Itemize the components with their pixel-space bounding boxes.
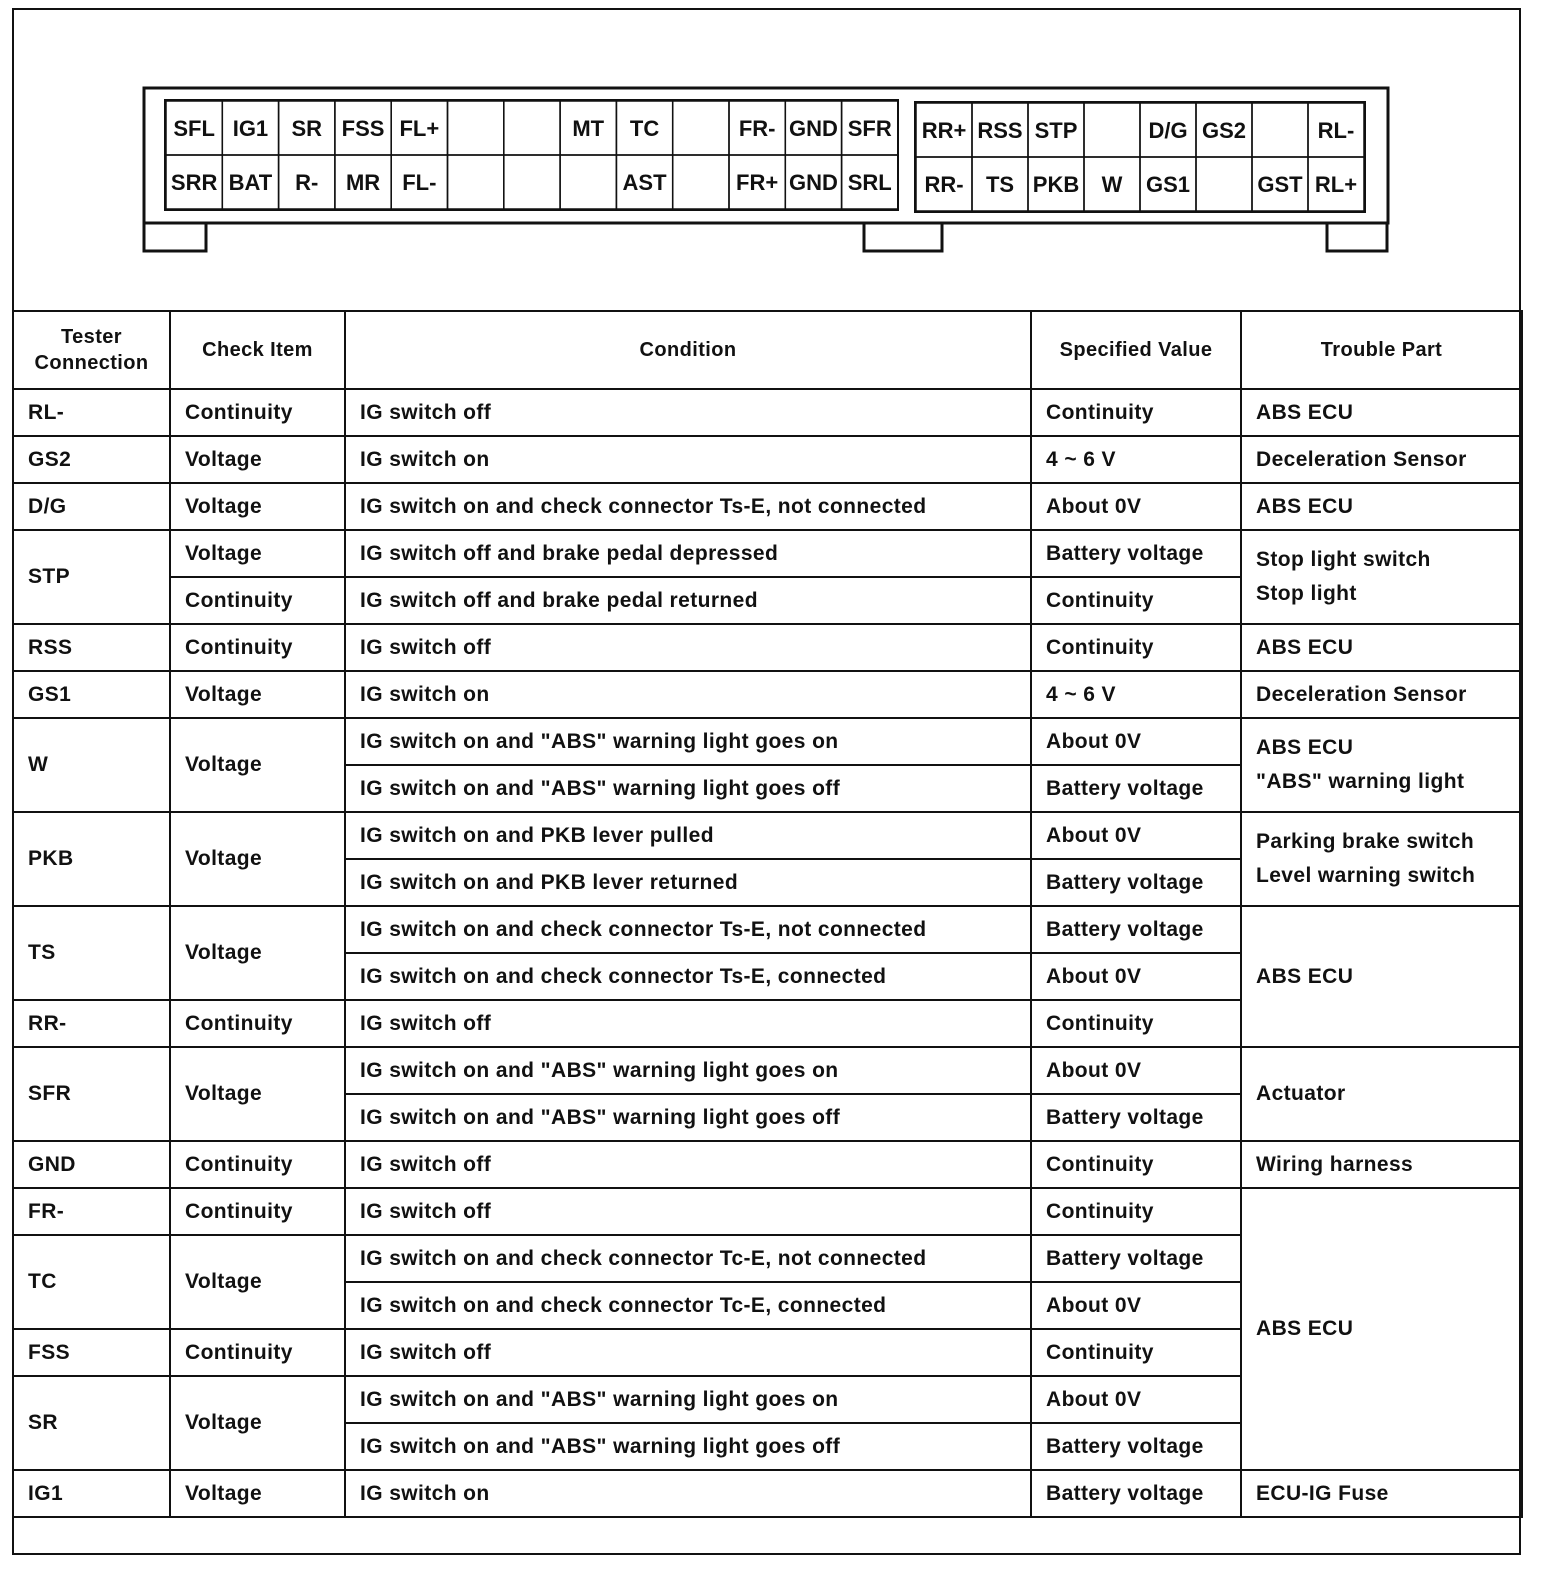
left-pin-grid [166,101,898,209]
specified-value-cell: Continuity [1031,577,1241,624]
check-item-cell: Continuity [170,1141,345,1188]
pin-cell [1252,103,1308,157]
pin-label: FR+ [736,170,779,195]
right-pin-grid [916,103,1364,211]
check-item-cell: Continuity [170,624,345,671]
pin-label: MT [572,116,605,141]
pin-label: GS1 [1145,172,1191,197]
condition-cell: IG switch off and brake pedal returned [345,577,1031,624]
trouble-part-cell: Actuator [1241,1047,1522,1141]
check-item-cell: Continuity [170,1188,345,1235]
header-specified-value: Specified Value [1031,311,1241,389]
specified-value-cell: 4 ~ 6 V [1031,671,1241,718]
table-row [13,1470,1522,1517]
check-item-cell: Voltage [170,1470,345,1517]
tester-connection-cell: TC [13,1235,170,1329]
pin-label: GND [789,116,838,141]
table-row [13,389,1522,436]
pin-cell [1084,103,1140,157]
check-item-cell: Voltage [170,1235,345,1329]
tester-connection-cell: RR- [13,1000,170,1047]
pin-label: FL+ [399,116,440,141]
tester-connection-cell: W [13,718,170,812]
pin-cell [673,101,729,155]
tester-connection-cell: STP [13,530,170,624]
header-trouble-part: Trouble Part [1241,311,1522,389]
header-condition: Condition [345,311,1031,389]
trouble-part-cell: ABS ECU "ABS" warning light [1241,718,1522,812]
condition-cell: IG switch on and check connector Ts-E, connected [345,953,1031,1000]
table-row [13,812,1522,859]
condition-cell: IG switch off and brake pedal depressed [345,530,1031,577]
condition-cell: IG switch on and check connector Tc-E, connected [345,1282,1031,1329]
condition-cell: IG switch on and "ABS" warning light goes on [345,1376,1031,1423]
pin-label: SRR [170,170,218,195]
table-row [13,530,1522,577]
header-check-item: Check Item [170,311,345,389]
trouble-part-cell: Parking brake switch Level warning switch [1241,812,1522,906]
connector-latch-right [1327,223,1387,251]
check-item-cell: Voltage [170,718,345,812]
check-item-cell: Voltage [170,812,345,906]
condition-cell: IG switch off [345,1000,1031,1047]
specified-value-cell: Battery voltage [1031,906,1241,953]
header-tester-connection: Tester Connection [13,311,170,389]
pin-label: IG1 [232,116,269,141]
condition-cell: IG switch on and "ABS" warning light goes on [345,1047,1031,1094]
pin-label: TC [629,116,660,141]
pin-label: RL- [1317,118,1355,143]
condition-cell: IG switch on [345,436,1031,483]
connector-latch-middle [864,223,942,251]
trouble-part-cell: Stop light switch Stop light [1241,530,1522,624]
tester-connection-cell: SFR [13,1047,170,1141]
condition-cell: IG switch off [345,1141,1031,1188]
pin-cell [448,101,504,155]
condition-cell: IG switch on and PKB lever returned [345,859,1031,906]
pin-label: TS [985,172,1015,197]
check-item-cell: Voltage [170,1376,345,1470]
trouble-part-cell: ABS ECU [1241,906,1522,1047]
table-row [13,671,1522,718]
specified-value-cell: Battery voltage [1031,859,1241,906]
trouble-part-cell: ABS ECU [1241,389,1522,436]
table-row [13,436,1522,483]
pin-cell [504,155,560,209]
tester-connection-cell: RSS [13,624,170,671]
condition-cell: IG switch on and "ABS" warning light goes off [345,1094,1031,1141]
table-row [13,906,1522,953]
condition-cell: IG switch on and "ABS" warning light goes off [345,765,1031,812]
tester-connection-cell: PKB [13,812,170,906]
pin-label: GST [1257,172,1303,197]
table-row [13,483,1522,530]
specified-value-cell: About 0V [1031,953,1241,1000]
pin-label: RL+ [1314,172,1358,197]
pin-label: R- [295,170,319,195]
pin-label: SRL [847,170,892,195]
pin-cell [673,155,729,209]
specified-value-cell: About 0V [1031,1376,1241,1423]
check-item-cell: Voltage [170,1047,345,1141]
specified-value-cell: Continuity [1031,624,1241,671]
check-item-cell: Continuity [170,577,345,624]
pin-cell [504,101,560,155]
specified-value-cell: Continuity [1031,1141,1241,1188]
condition-cell: IG switch off [345,624,1031,671]
specified-value-cell: Battery voltage [1031,765,1241,812]
tester-connection-cell: FR- [13,1188,170,1235]
pin-label: MR [345,170,381,195]
pin-label: W [1101,172,1123,197]
connector-svg [0,0,1568,320]
pin-label: RSS [977,118,1023,143]
specified-value-cell: Continuity [1031,1000,1241,1047]
tester-connection-cell: SR [13,1376,170,1470]
trouble-part-cell: Deceleration Sensor [1241,671,1522,718]
specified-value-cell: 4 ~ 6 V [1031,436,1241,483]
specified-value-cell: About 0V [1031,483,1241,530]
check-item-cell: Voltage [170,483,345,530]
check-item-cell: Continuity [170,1000,345,1047]
condition-cell: IG switch on [345,671,1031,718]
condition-cell: IG switch on [345,1470,1031,1517]
check-item-cell: Voltage [170,906,345,1000]
specified-value-cell: Battery voltage [1031,1423,1241,1470]
specified-value-cell: Battery voltage [1031,1094,1241,1141]
pin-cell [560,155,616,209]
pin-label: SFR [847,116,892,141]
check-item-cell: Continuity [170,389,345,436]
pin-label: RR- [924,172,964,197]
pin-label: GS2 [1201,118,1247,143]
table-header-row [13,311,1522,389]
condition-cell: IG switch on and check connector Ts-E, not connected [345,906,1031,953]
check-item-cell: Voltage [170,530,345,577]
pin-label: FSS [341,116,385,141]
pin-label: STP [1034,118,1078,143]
check-item-cell: Continuity [170,1329,345,1376]
tester-connection-cell: TS [13,906,170,1000]
table-row [13,1047,1522,1094]
pin-label: GND [789,170,838,195]
specified-value-cell: About 0V [1031,1282,1241,1329]
pin-label: FL- [402,170,437,195]
condition-cell: IG switch on and check connector Tc-E, not connected [345,1235,1031,1282]
pin-label: D/G [1148,118,1188,143]
pin-label: AST [622,170,667,195]
pin-cell [1196,157,1252,211]
trouble-part-cell: Deceleration Sensor [1241,436,1522,483]
condition-cell: IG switch off [345,1329,1031,1376]
condition-cell: IG switch off [345,1188,1031,1235]
pin-label: PKB [1032,172,1080,197]
table-row [13,718,1522,765]
condition-cell: IG switch on and "ABS" warning light goes on [345,718,1031,765]
pin-cell [448,155,504,209]
pin-label: FR- [738,116,776,141]
tester-connection-cell: D/G [13,483,170,530]
tester-connection-cell: GS2 [13,436,170,483]
trouble-part-cell: ABS ECU [1241,1188,1522,1470]
pin-label: SFL [173,116,215,141]
condition-cell: IG switch off [345,389,1031,436]
tester-connection-table [12,310,1523,1518]
pin-label: SR [291,116,323,141]
specified-value-cell: About 0V [1031,718,1241,765]
specified-value-cell: Battery voltage [1031,530,1241,577]
table-row [13,624,1522,671]
specified-value-cell: Continuity [1031,1329,1241,1376]
trouble-part-cell: ABS ECU [1241,624,1522,671]
condition-cell: IG switch on and check connector Ts-E, not connected [345,483,1031,530]
tester-connection-cell: FSS [13,1329,170,1376]
specified-value-cell: Continuity [1031,1188,1241,1235]
condition-cell: IG switch on and "ABS" warning light goes off [345,1423,1031,1470]
specified-value-cell: Battery voltage [1031,1470,1241,1517]
specified-value-cell: Continuity [1031,389,1241,436]
trouble-part-cell: ECU-IG Fuse [1241,1470,1522,1517]
table-row [13,1141,1522,1188]
abs-ecu-connector-diagram [0,0,1568,320]
condition-cell: IG switch on and PKB lever pulled [345,812,1031,859]
tester-connection-cell: GS1 [13,671,170,718]
tester-connection-cell: IG1 [13,1470,170,1517]
specified-value-cell: About 0V [1031,812,1241,859]
trouble-part-cell: Wiring harness [1241,1141,1522,1188]
specified-value-cell: About 0V [1031,1047,1241,1094]
connector-latch-left [144,223,206,251]
check-item-cell: Voltage [170,671,345,718]
tester-connection-cell: GND [13,1141,170,1188]
tester-connection-cell: RL- [13,389,170,436]
pin-label: BAT [228,170,273,195]
pin-label: RR+ [921,118,967,143]
table-row [13,1188,1522,1235]
trouble-part-cell: ABS ECU [1241,483,1522,530]
specified-value-cell: Battery voltage [1031,1235,1241,1282]
check-item-cell: Voltage [170,436,345,483]
